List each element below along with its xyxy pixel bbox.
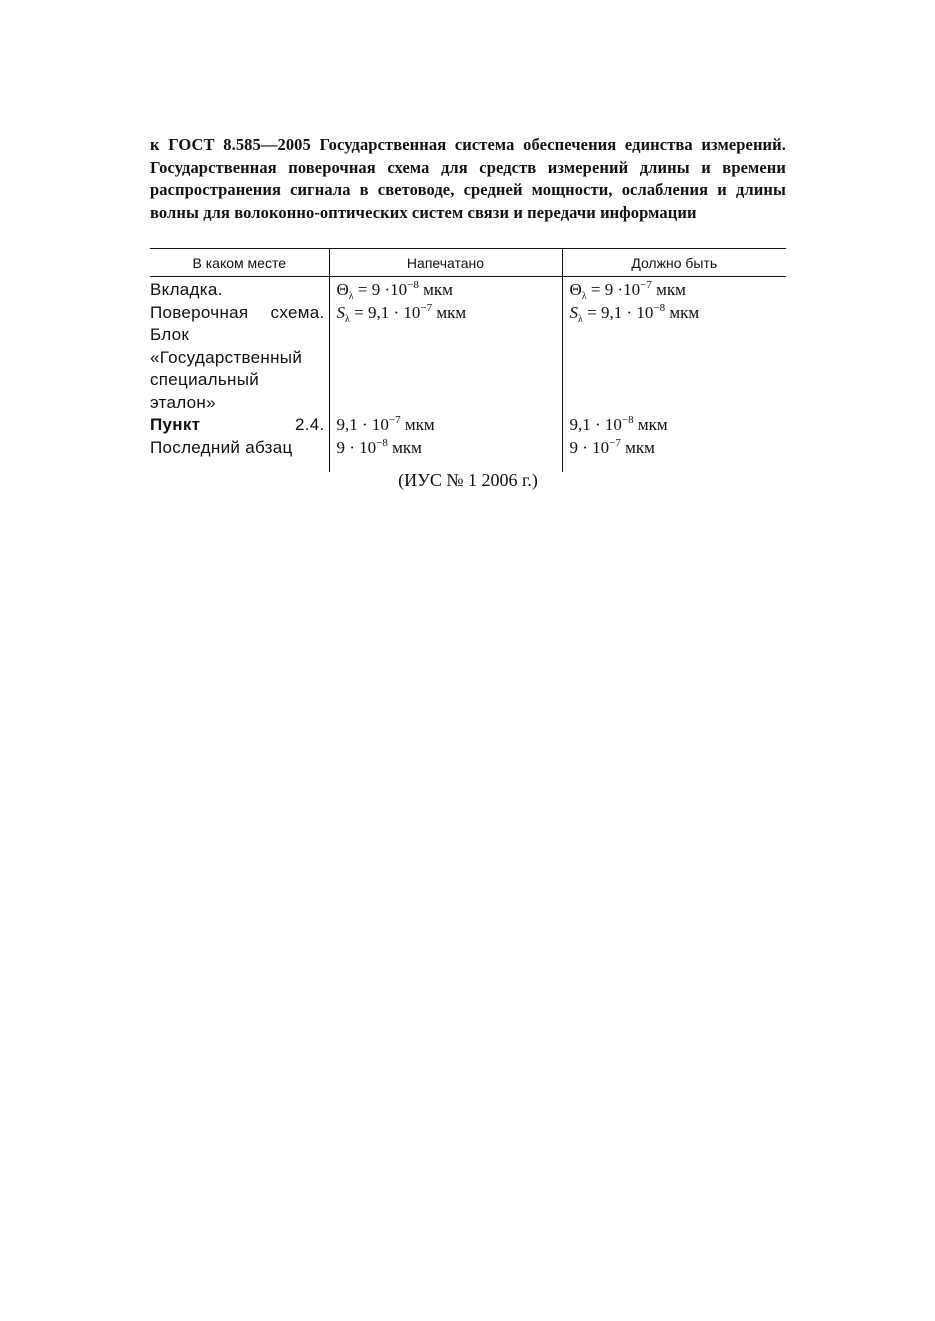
value-unit: мкм: [656, 280, 686, 299]
value-exponent: −8: [621, 414, 634, 426]
correct-cell: [562, 277, 786, 415]
value-exponent: −7: [609, 436, 621, 449]
correct-value: $S_\lambda = 9,1 \cdot 10^{-8}$ мкм: [569, 301, 700, 325]
printed-value: [330, 437, 562, 460]
value-exponent: −8: [376, 436, 388, 449]
value-mantissa: 9 · 10: [569, 437, 610, 457]
value-exponent: −8: [407, 279, 419, 291]
table-row: [150, 277, 786, 415]
value-subscript: λ: [348, 291, 354, 302]
correct-value: $\Theta_\lambda = 9 \cdot 10^{-7}$ мкм: [569, 279, 686, 302]
location-text: 2.4. Последний абзац: [150, 415, 325, 457]
value-symbol: Θ: [336, 280, 349, 299]
printed-value: [330, 414, 562, 437]
location-cell: [150, 414, 329, 472]
value-subscript: λ: [581, 291, 587, 302]
value-exponent: −8: [653, 301, 666, 314]
value-unit: мкм: [392, 437, 422, 457]
corrections-table: [150, 248, 786, 472]
value-mantissa: 9 · 10: [336, 437, 377, 457]
value-unit: мкм: [404, 415, 435, 434]
value-symbol: Θ: [569, 280, 582, 299]
column-header-correct: Должно быть: [562, 249, 786, 277]
printed-cell: [329, 414, 562, 472]
location-bold-text: Пункт: [150, 415, 201, 434]
value-unit: мкм: [436, 302, 467, 322]
value-unit: мкм: [669, 302, 700, 322]
value-exponent: −7: [420, 301, 433, 314]
value-mantissa: 9,1 · 10: [569, 415, 622, 434]
column-header-printed: Напечатано: [329, 249, 562, 277]
amendment-header: к ГОСТ 8.585—2005 Государственная система обеспечения единства измерений. Государственная поверочная схема для средств измерений длины и времени распространения сигнала в световоде, средней мощности, ослабления и длины волны для волоконно-оптических систем связи и передачи информации: [150, 135, 786, 222]
value-mantissa: 9,1 · 10: [600, 302, 654, 322]
value-mantissa: 9 ·10: [371, 280, 408, 299]
location-cell: [150, 277, 329, 415]
correct-value: [563, 414, 787, 437]
source-reference: (ИУС № 1 2006 г.): [398, 470, 538, 490]
value-exponent: −7: [388, 414, 401, 426]
column-header-location: В каком месте: [150, 249, 329, 277]
printed-value: $\Theta_\lambda = 9 \cdot 10^{-8}$ мкм: [336, 279, 453, 302]
value-unit: мкм: [625, 437, 655, 457]
table-row: [150, 414, 786, 472]
value-mantissa: 9,1 · 10: [336, 415, 389, 434]
value-unit: мкм: [637, 415, 668, 434]
value-exponent: −7: [640, 279, 652, 291]
location-text: Вкладка. Поверочная схема. Блок «Государственный специальный эталон»: [150, 280, 325, 412]
value-mantissa: 9 ·10: [604, 280, 641, 299]
correct-value: [563, 437, 787, 460]
value-symbol: S: [569, 302, 578, 322]
printed-value: $S_\lambda = 9,1 \cdot 10^{-7}$ мкм: [336, 301, 467, 325]
value-unit: мкм: [423, 280, 453, 299]
printed-cell: [329, 277, 562, 415]
value-symbol: S: [336, 302, 345, 322]
value-mantissa: 9,1 · 10: [367, 302, 421, 322]
table-header-row: [150, 249, 786, 277]
correct-cell: [562, 414, 786, 472]
value-subscript: λ: [345, 313, 350, 325]
value-subscript: λ: [578, 313, 583, 325]
